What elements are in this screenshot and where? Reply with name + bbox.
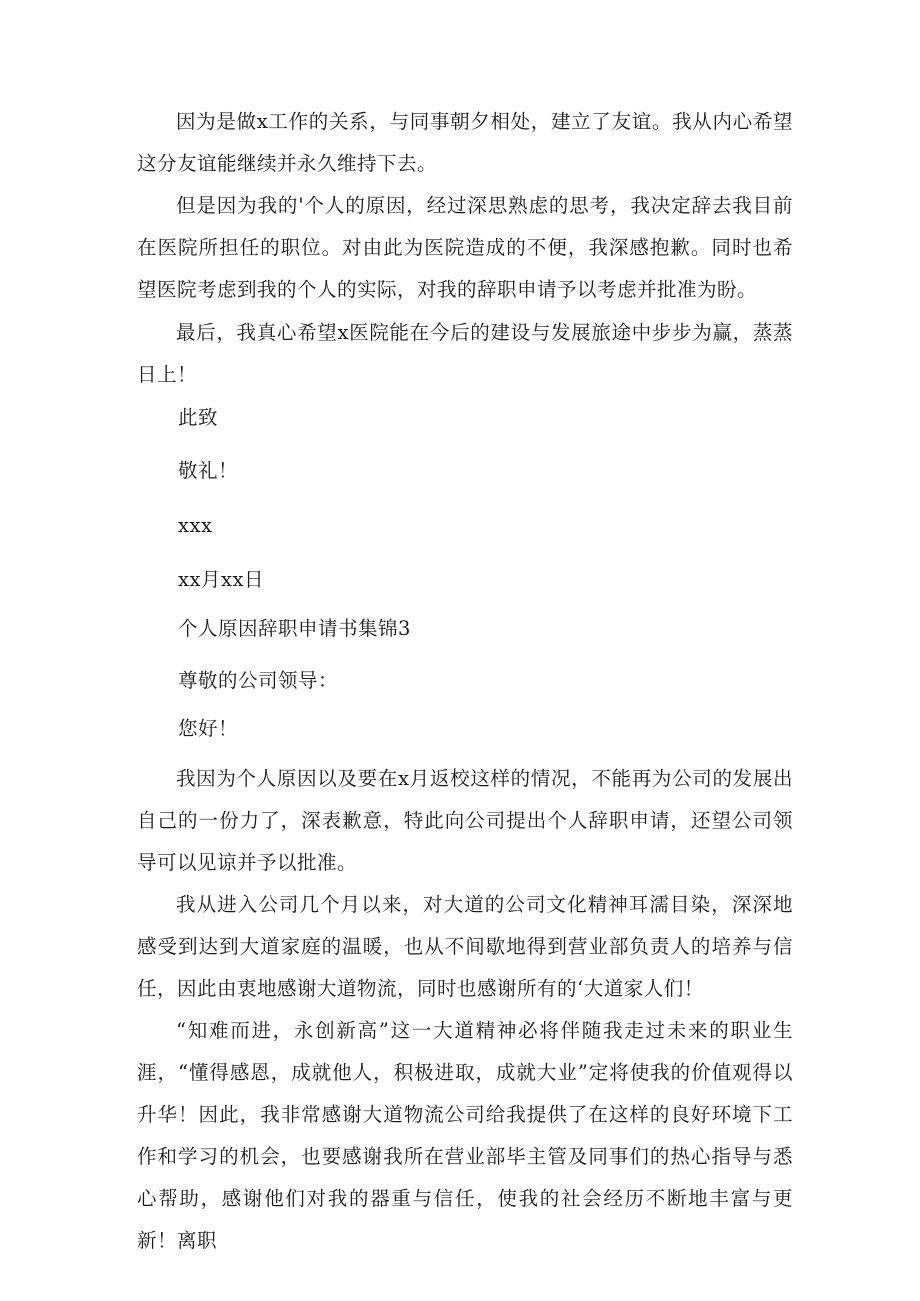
paragraph-resign-request: 我因为个人原因以及要在x月返校这样的情况，不能再为公司的发展出自己的一份力了，深表歉意，特此向公司提出个人辞职申请，还望公司领导可以见谅并予以批准。 (137, 767, 793, 874)
section-title: 个人原因辞职申请书集锦3 (178, 617, 411, 640)
date: xx月xx日 (178, 568, 264, 591)
paragraph-friendship: 因为是做x工作的关系，与同事朝夕相处，建立了友谊。我从内心希望这分友谊能继续并永久维持下去。 (137, 110, 793, 175)
paragraph-company-spirit: “知难而进，永创新高”这一大道精神必将伴随我走过未来的职业生涯，“懂得感恩，成就他人，积极进取，成就大业”定将使我的价值观得以升华！因此，我非常感谢大道物流公司给我提供了在这样的良好环境下工作和学习的机会，也要感谢我所在营业部毕主管及同事们的热心指导与悉心帮助，感谢他们对我的器重与信任，使我的社会经历不断地丰富与更新！离职 (137, 1019, 793, 1252)
paragraph-gratitude: 我从进入公司几个月以来，对大道的公司文化精神耳濡目染，深深地感受到达到大道家庭的温暖，也从不间歇地得到营业部负责人的培养与信任，因此由衷地感谢大道物流，同时也感谢所有的‘大道家人们！ (137, 893, 793, 1000)
salute-line: 敬礼！ (178, 459, 239, 482)
greeting: 您好！ (178, 717, 239, 740)
signature: xxx (178, 514, 213, 537)
addressee: 尊敬的公司领导： (178, 669, 339, 692)
paragraph-best-wishes: 最后，我真心希望x医院能在今后的建设与发展旅途中步步为赢，蒸蒸日上！ (137, 321, 793, 386)
closing-line: 此致 (178, 406, 219, 429)
paragraph-resignation-reason: 但是因为我的'个人的原因，经过深思熟虑的思考，我决定辞去我目前在医院所担任的职位。对由此为医院造成的不便，我深感抱歉。同时也希望医院考虑到我的个人的实际，对我的辞职申请予以考虑并批准为盼。 (137, 194, 793, 301)
